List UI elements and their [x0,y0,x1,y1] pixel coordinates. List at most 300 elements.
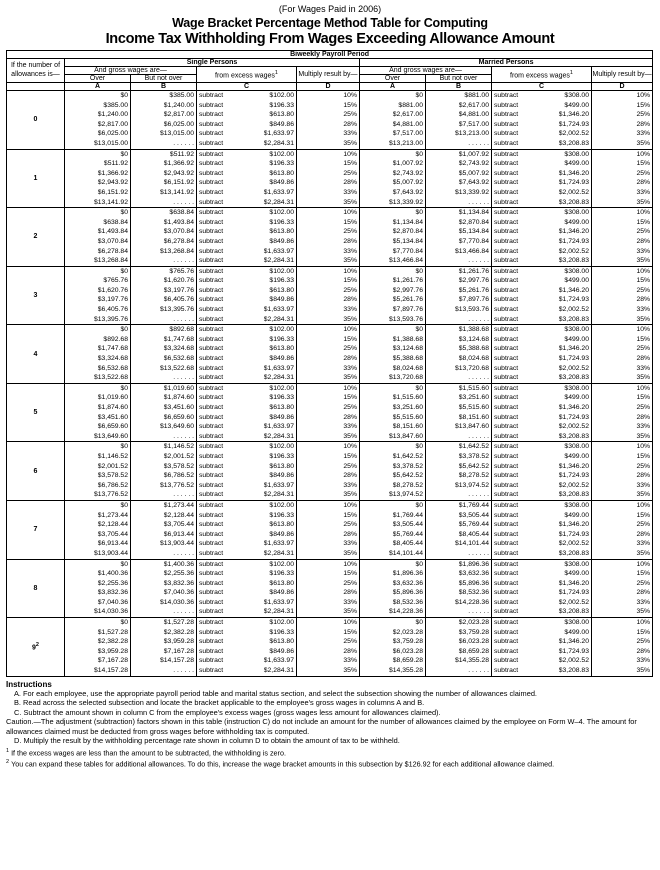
married-but-not-over-1: $3,759.28 [458,628,489,636]
single-subtract-word-4: subtract [199,481,224,489]
single-over-1: $1,146.52 [97,452,128,460]
single-over-cell [65,208,131,267]
single-subtract-amount-3: $849.86 [269,413,294,421]
single-subtract-amount-0: $102.00 [269,619,294,627]
married-over-1: $2,023.28 [392,628,423,636]
group-married: Married Persons [360,59,653,67]
single-subtract-word-3: subtract [199,647,224,655]
single-multiply-pct-2: 25% [343,638,357,646]
married-subtract-word-4: subtract [494,423,519,431]
married-over-2: $2,617.00 [392,111,423,119]
married-multiply-pct-4: 33% [636,364,651,372]
married-subtract-word-2: subtract [494,404,519,411]
single-subtract-amount-3: $849.86 [269,237,294,245]
married-subtract-word-2: subtract [494,111,519,119]
married-but-not-over-4: $13,720.68 [454,364,489,372]
column-letter-row [7,83,653,91]
single-subtract-amount-3: $849.86 [269,120,294,128]
single-multiply-pct-1: 15% [343,570,357,578]
married-but-not-over-0: $1,007.92 [458,150,489,158]
single-over-2: $1,747.68 [97,345,128,353]
married-but-not-over-4: $13,974.52 [454,481,489,489]
table-row [7,91,653,150]
single-multiply-pct-5: 35% [343,374,357,382]
single-over-4: $6,405.76 [97,306,128,314]
single-subtract-word-2: subtract [199,521,224,529]
single-subtract-word-0: subtract [199,619,224,627]
married-multiply-pct-5: 35% [636,374,651,382]
single-multiply-pct-5: 35% [343,257,357,265]
single-but-not-over-5: . . . . . . [173,549,194,557]
single-subtract-word-0: subtract [199,267,224,275]
single-subtract-amount-0: $102.00 [269,209,294,217]
single-subtract-amount-4: $1,633.97 [263,130,294,138]
married-letter-d: D [592,83,653,91]
married-letter-b: B [426,83,492,91]
married-over-1: $881.00 [398,101,423,109]
wages-paid-year: (For Wages Paid in 2006) [278,4,382,14]
title-line-1: Wage Bracket Percentage Method Table for Computing [172,16,488,30]
single-subtract-amount-2: $613.80 [269,638,294,646]
married-subtract-word-4: subtract [494,598,519,606]
single-but-not-over-1: $1,493.84 [163,218,194,226]
single-multiply-pct-5: 35% [343,198,357,206]
married-subtract-word-1: subtract [494,335,519,343]
single-over-2: $1,620.76 [97,286,128,294]
married-over-3: $5,896.36 [392,589,423,597]
single-multiply-pct-0: 10% [343,560,357,568]
married-multiply-pct-0: 10% [636,501,651,509]
single-but-not-over-3: $6,278.84 [163,237,194,245]
married-but-not-over-5: . . . . . . [468,432,489,440]
single-over-5: $13,903.44 [93,549,128,557]
married-multiply-pct-3: 28% [636,296,651,304]
single-but-not-over-cell [131,618,197,677]
single-subtract-amount-0: $102.00 [269,384,294,392]
single-multiply-pct-0: 10% [343,443,357,451]
single-but-not-over-0: $1,019.60 [163,384,194,392]
married-multiply-pct-0: 10% [636,384,651,392]
single-multiply-pct-1: 15% [343,511,357,519]
married-multiply-header: Multiply result by— [592,67,653,83]
single-but-not-over-2: $3,451.60 [163,404,194,411]
married-but-not-over-cell [426,618,492,677]
married-subtract-word-0: subtract [494,326,519,334]
married-but-not-over-3: $8,405.44 [458,530,489,538]
married-subtract-word-4: subtract [494,364,519,372]
single-but-not-over-1: $1,366.92 [163,160,194,168]
table-row [7,383,653,442]
single-subtract-amount-3: $849.86 [269,472,294,480]
single-over-2: $2,001.52 [97,462,128,470]
married-multiply-pct-2: 25% [636,462,651,470]
allowance-count: 3 [7,266,65,325]
single-subtract-amount-3: $849.86 [269,589,294,597]
married-over-2: $3,378.52 [392,462,423,470]
single-but-not-over-5: . . . . . . [173,315,194,323]
married-subtract-amount-4: $2,002.52 [558,598,589,606]
married-but-not-over-1: $3,124.68 [458,335,489,343]
single-over-cell [65,149,131,208]
married-but-not-over-3: $8,151.60 [458,413,489,421]
married-but-not-over-2: $5,007.92 [458,169,489,177]
married-subtract-amount-5: $3,208.83 [558,374,589,382]
married-subtract-amount-5: $3,208.83 [558,139,589,147]
single-subtract-amount-5: $2,284.31 [263,374,294,382]
married-over-3: $6,023.28 [392,647,423,655]
married-over-cell [360,559,426,618]
single-multiply-pct-4: 33% [343,306,357,314]
single-multiply-pct-5: 35% [343,432,357,440]
single-over-0: $0 [120,267,128,275]
married-multiply-pct-cell [592,149,653,208]
single-but-not-over-3: $6,913.44 [163,530,194,538]
married-subtract-word-2: subtract [494,169,519,177]
single-multiply-pct-1: 15% [343,101,357,109]
single-over-4: $7,167.28 [97,657,128,665]
single-multiply-pct-3: 28% [343,355,357,363]
married-subtract-word-0: subtract [494,560,519,568]
allowance-count: 4 [7,325,65,384]
married-over-0: $0 [415,384,423,392]
single-subtract-word-1: subtract [199,101,224,109]
married-over-0: $0 [415,267,423,275]
married-but-not-over-2: $5,388.68 [458,345,489,353]
married-multiply-pct-5: 35% [636,257,651,265]
single-excess-header [197,67,297,83]
single-multiply-pct-cell [297,266,360,325]
single-multiply-pct-4: 33% [343,130,357,138]
single-over-0: $0 [120,150,128,158]
married-multiply-pct-2: 25% [636,638,651,646]
married-subtract-word-5: subtract [494,315,519,323]
married-excess-subtract-cell [492,91,592,150]
married-subtract-word-1: subtract [494,218,519,226]
married-multiply-pct-2: 25% [636,228,651,236]
single-but-not-over-3: $7,040.36 [163,589,194,597]
married-multiply-pct-2: 25% [636,404,651,411]
married-subtract-word-1: subtract [494,570,519,578]
single-subtract-word-3: subtract [199,472,224,480]
single-multiply-pct-3: 28% [343,237,357,245]
married-over-1: $1,388.68 [392,335,423,343]
married-multiply-pct-1: 15% [636,218,651,226]
married-subtract-word-1: subtract [494,394,519,402]
married-subtract-word-1: subtract [494,452,519,460]
single-multiply-pct-3: 28% [343,530,357,538]
married-multiply-pct-1: 15% [636,394,651,402]
single-but-not-over-cell [131,91,197,150]
married-over-4: $7,643.92 [392,188,423,196]
instruction-d: D. Multiply the result by the withholding percentage rate shown in column D to obtain the amount of tax to be withheld. [14,736,400,746]
married-but-not-over-3: $7,517.00 [458,120,489,128]
married-subtract-word-4: subtract [494,247,519,255]
single-but-not-over-3: $6,151.92 [163,179,194,187]
single-over-3: $3,451.60 [97,413,128,421]
married-excess-subtract-cell [492,325,592,384]
married-letter-a: A [360,83,426,91]
single-over-0: $0 [120,92,128,99]
married-but-not-over-cell [426,559,492,618]
single-subtract-amount-1: $196.33 [269,335,294,343]
single-subtract-word-0: subtract [199,150,224,158]
single-but-not-over-0: $892.68 [169,326,194,334]
single-excess-subtract-cell [197,500,297,559]
single-over-4: $6,151.92 [97,188,128,196]
married-subtract-word-2: subtract [494,521,519,529]
married-subtract-amount-4: $2,002.52 [558,364,589,372]
single-multiply-pct-1: 15% [343,277,357,285]
instructions-title: Instructions [6,679,52,689]
single-but-not-over-2: $3,578.52 [163,462,194,470]
single-multiply-pct-2: 25% [343,404,357,411]
married-multiply-pct-cell [592,325,653,384]
single-but-not-over-5: . . . . . . [173,257,194,265]
single-over-4: $6,659.60 [97,423,128,431]
married-subtract-amount-1: $499.00 [564,335,589,343]
single-over-cell [65,442,131,501]
single-subtract-amount-1: $196.33 [269,277,294,285]
single-subtract-word-0: subtract [199,326,224,334]
married-subtract-amount-2: $1,346.20 [558,579,589,587]
single-excess-subtract-cell [197,325,297,384]
married-over-1: $1,896.36 [392,570,423,578]
married-subtract-amount-1: $499.00 [564,628,589,636]
single-subtract-amount-2: $613.80 [269,111,294,119]
single-subtract-word-1: subtract [199,394,224,402]
married-subtract-word-3: subtract [494,237,519,245]
single-subtract-word-1: subtract [199,570,224,578]
single-over-0: $0 [120,501,128,509]
single-subtract-amount-1: $196.33 [269,160,294,168]
single-multiply-pct-0: 10% [343,267,357,275]
single-over-5: $14,157.28 [93,667,128,675]
single-subtract-amount-3: $849.86 [269,296,294,304]
married-over-4: $8,405.44 [392,540,423,548]
married-but-not-over-2: $4,881.00 [458,111,489,119]
single-subtract-word-2: subtract [199,345,224,353]
married-excess-subtract-cell [492,149,592,208]
single-subtract-word-4: subtract [199,657,224,665]
single-but-not-over-cell [131,266,197,325]
married-multiply-pct-4: 33% [636,540,651,548]
married-subtract-amount-2: $1,346.20 [558,286,589,294]
single-subtract-word-5: subtract [199,432,224,440]
single-but-not-over-4: $13,015.00 [159,130,194,138]
married-multiply-pct-5: 35% [636,198,651,206]
instruction-b: B. Read across the selected subsection and locate the bracket applicable to the employee's gross wages in columns A and B. [14,698,425,708]
single-over-5: $14,030.36 [93,608,128,616]
single-subtract-amount-4: $1,633.97 [263,540,294,548]
married-but-not-over-3: $8,278.52 [458,472,489,480]
married-but-not-over-4: $13,339.92 [454,188,489,196]
married-multiply-pct-3: 28% [636,120,651,128]
married-but-not-over-5: . . . . . . [468,549,489,557]
married-over-2: $3,759.28 [392,638,423,646]
single-subtract-word-4: subtract [199,188,224,196]
single-over-4: $7,040.36 [97,598,128,606]
table-row [7,208,653,267]
married-but-not-over-cell [426,266,492,325]
married-over-4: $7,770.84 [392,247,423,255]
married-subtract-word-3: subtract [494,472,519,480]
married-excess-subtract-cell [492,559,592,618]
table-row [7,500,653,559]
single-multiply-pct-5: 35% [343,608,357,616]
single-excess-subtract-cell [197,149,297,208]
single-over-0: $0 [120,384,128,392]
single-multiply-pct-cell [297,325,360,384]
single-subtract-amount-2: $613.80 [269,579,294,587]
subgroup-header-row [7,67,653,75]
married-multiply-pct-4: 33% [636,481,651,489]
single-subtract-amount-2: $613.80 [269,521,294,529]
married-subtract-amount-4: $2,002.52 [558,423,589,431]
single-over-4: $6,278.84 [97,247,128,255]
single-subtract-word-0: subtract [199,92,224,99]
married-but-not-over-2: $5,642.52 [458,462,489,470]
married-subtract-amount-5: $3,208.83 [558,432,589,440]
married-subtract-word-2: subtract [494,286,519,294]
single-but-not-over-3: $6,659.60 [163,413,194,421]
single-subtract-word-2: subtract [199,404,224,411]
married-over-4: $8,278.52 [392,481,423,489]
single-letter-c: C [197,83,297,91]
single-gross-wages-header: And gross wages are— [65,67,197,75]
single-subtract-amount-5: $2,284.31 [263,198,294,206]
married-subtract-amount-3: $1,724.93 [558,472,589,480]
single-but-not-over-0: $1,527.28 [163,619,194,627]
married-but-not-over-4: $13,466.84 [454,247,489,255]
single-but-not-over-5: . . . . . . [173,374,194,382]
single-but-not-over-3: $6,532.68 [163,355,194,363]
married-multiply-pct-2: 25% [636,169,651,177]
married-over-4: $8,024.68 [392,364,423,372]
married-multiply-pct-cell [592,208,653,267]
married-subtract-word-3: subtract [494,413,519,421]
single-multiply-pct-4: 33% [343,540,357,548]
single-subtract-amount-4: $1,633.97 [263,247,294,255]
single-over-0: $0 [120,619,128,627]
married-multiply-pct-4: 33% [636,247,651,255]
married-subtract-amount-4: $2,002.52 [558,657,589,665]
single-over-2: $2,382.28 [97,638,128,646]
married-over-5: $13,339.92 [388,198,423,206]
single-subtract-amount-1: $196.33 [269,511,294,519]
single-subtract-amount-1: $196.33 [269,101,294,109]
married-over-0: $0 [415,443,423,451]
single-subtract-word-4: subtract [199,540,224,548]
single-multiply-pct-1: 15% [343,160,357,168]
single-but-not-over-3: $6,025.00 [163,120,194,128]
single-over-1: $1,019.60 [97,394,128,402]
married-over-1: $1,134.84 [392,218,423,226]
married-multiply-pct-5: 35% [636,549,651,557]
single-but-not-over-0: $765.76 [169,267,194,275]
single-multiply-pct-3: 28% [343,589,357,597]
married-over-4: $8,151.60 [392,423,423,431]
married-subtract-amount-0: $308.00 [564,619,589,627]
table-row [7,149,653,208]
married-but-not-over-2: $5,261.76 [458,286,489,294]
married-excess-subtract-cell [492,500,592,559]
married-subtract-word-0: subtract [494,619,519,627]
single-subtract-word-5: subtract [199,374,224,382]
single-subtract-word-5: subtract [199,139,224,147]
single-but-not-over-4: $14,157.28 [159,657,194,665]
single-over-3: $3,070.84 [97,237,128,245]
single-over-3: $3,578.52 [97,472,128,480]
single-subtract-amount-0: $102.00 [269,501,294,509]
single-multiply-pct-4: 33% [343,247,357,255]
single-excess-subtract-cell [197,618,297,677]
single-multiply-pct-cell [297,208,360,267]
married-but-not-over-3: $8,024.68 [458,355,489,363]
married-but-not-over-2: $5,769.44 [458,521,489,529]
single-over-1: $892.68 [103,335,128,343]
married-over-5: $13,720.68 [388,374,423,382]
single-but-not-over-1: $2,382.28 [163,628,194,636]
single-subtract-word-1: subtract [199,218,224,226]
single-subtract-word-5: subtract [199,549,224,557]
title-line-2: Income Tax Withholding From Wages Exceeding Allowance Amount [105,31,555,47]
married-over-0: $0 [415,501,423,509]
single-over-0: $0 [120,560,128,568]
single-multiply-pct-5: 35% [343,491,357,499]
single-subtract-word-5: subtract [199,198,224,206]
married-multiply-pct-0: 10% [636,326,651,334]
single-over-5: $13,522.68 [93,374,128,382]
single-subtract-amount-2: $613.80 [269,228,294,236]
single-over-2: $1,366.92 [97,169,128,177]
married-multiply-pct-0: 10% [636,209,651,217]
married-but-not-over-3: $8,659.28 [458,647,489,655]
married-but-not-over-2: $5,515.60 [458,404,489,411]
single-but-not-over-1: $2,255.36 [163,570,194,578]
single-subtract-word-2: subtract [199,579,224,587]
single-subtract-amount-4: $1,633.97 [263,188,294,196]
single-subtract-word-2: subtract [199,228,224,236]
married-subtract-word-2: subtract [494,638,519,646]
single-multiply-pct-5: 35% [343,139,357,147]
married-excess-label: from excess wages [510,72,570,80]
single-subtract-amount-1: $196.33 [269,628,294,636]
married-gross-wages-header: And gross wages are— [360,67,492,75]
married-multiply-pct-2: 25% [636,579,651,587]
married-over-2: $3,632.36 [392,579,423,587]
single-multiply-pct-0: 10% [343,92,357,99]
married-excess-subtract-cell [492,442,592,501]
married-subtract-word-0: subtract [494,443,519,451]
single-subtract-amount-4: $1,633.97 [263,481,294,489]
single-multiply-pct-2: 25% [343,111,357,119]
married-excess-subtract-cell [492,266,592,325]
married-multiply-pct-5: 35% [636,667,651,675]
married-subtract-amount-1: $499.00 [564,218,589,226]
married-multiply-pct-1: 15% [636,335,651,343]
married-subtract-amount-5: $3,208.83 [558,608,589,616]
married-multiply-pct-4: 33% [636,657,651,665]
single-over-1: $765.76 [103,277,128,285]
single-over-2: $1,493.84 [97,228,128,236]
allowance-count: 1 [7,149,65,208]
single-subtract-amount-4: $1,633.97 [263,423,294,431]
married-over-4: $8,659.28 [392,657,423,665]
married-multiply-pct-4: 33% [636,598,651,606]
single-subtract-amount-0: $102.00 [269,443,294,451]
single-but-not-over-0: $1,273.44 [163,501,194,509]
single-but-not-over-4: $13,649.60 [159,423,194,431]
